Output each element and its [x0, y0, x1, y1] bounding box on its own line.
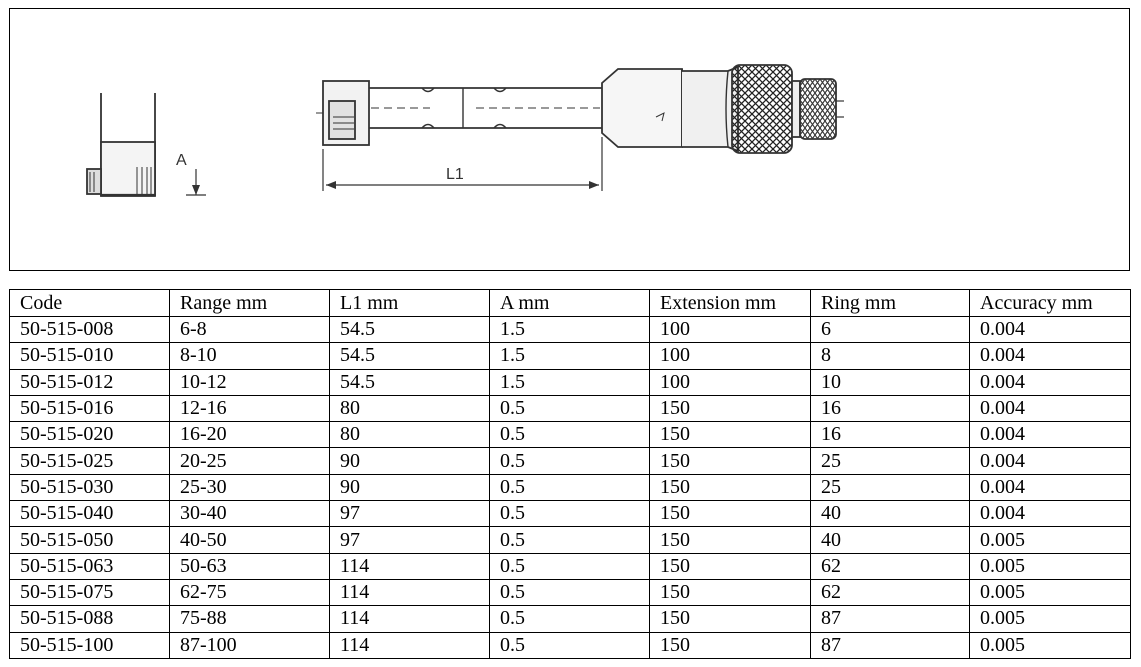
table-row — [10, 474, 1131, 500]
cell-ring: 87 — [811, 606, 970, 632]
cell-l1: 54.5 — [330, 343, 490, 369]
cell-extension: 100 — [650, 317, 811, 343]
column-header: Code — [10, 290, 170, 317]
cell-l1: 114 — [330, 606, 490, 632]
cell-l1: 80 — [330, 422, 490, 448]
cell-ring: 62 — [811, 579, 970, 605]
cell-code: 50-515-020 — [10, 422, 170, 448]
cell-range: 20-25 — [170, 448, 330, 474]
cell-l1: 80 — [330, 395, 490, 421]
cell-l1: 114 — [330, 632, 490, 658]
cell-ring: 87 — [811, 632, 970, 658]
cell-a: 1.5 — [490, 343, 650, 369]
cell-range: 87-100 — [170, 632, 330, 658]
technical-drawing-frame — [9, 8, 1130, 271]
table-row — [10, 501, 1131, 527]
cell-range: 6-8 — [170, 317, 330, 343]
cell-range: 10-12 — [170, 369, 330, 395]
cell-a: 0.5 — [490, 474, 650, 500]
cell-a: 0.5 — [490, 606, 650, 632]
cell-extension: 150 — [650, 422, 811, 448]
cell-code: 50-515-030 — [10, 474, 170, 500]
table-row — [10, 579, 1131, 605]
cell-extension: 100 — [650, 343, 811, 369]
cell-ring: 40 — [811, 501, 970, 527]
cell-l1: 97 — [330, 527, 490, 553]
specifications-table — [9, 289, 1131, 659]
cell-code: 50-515-025 — [10, 448, 170, 474]
cell-accuracy: 0.005 — [970, 579, 1131, 605]
cell-ring: 16 — [811, 422, 970, 448]
cell-range: 75-88 — [170, 606, 330, 632]
cell-accuracy: 0.004 — [970, 343, 1131, 369]
cell-ring: 10 — [811, 369, 970, 395]
cell-range: 50-63 — [170, 553, 330, 579]
cell-l1: 90 — [330, 474, 490, 500]
head-side-view — [87, 93, 206, 196]
cell-a: 0.5 — [490, 395, 650, 421]
cell-range: 12-16 — [170, 395, 330, 421]
cell-code: 50-515-075 — [10, 579, 170, 605]
cell-a: 0.5 — [490, 632, 650, 658]
dimension-a-label: A — [176, 152, 187, 169]
micrometer-drawing — [10, 9, 1129, 270]
cell-extension: 150 — [650, 632, 811, 658]
cell-extension: 150 — [650, 474, 811, 500]
cell-ring: 40 — [811, 527, 970, 553]
table-row — [10, 317, 1131, 343]
column-header: Ring mm — [811, 290, 970, 317]
cell-code: 50-515-050 — [10, 527, 170, 553]
table-row — [10, 632, 1131, 658]
cell-l1: 90 — [330, 448, 490, 474]
cell-code: 50-515-008 — [10, 317, 170, 343]
micrometer-body — [316, 65, 844, 191]
cell-l1: 114 — [330, 553, 490, 579]
cell-range: 16-20 — [170, 422, 330, 448]
column-header: Accuracy mm — [970, 290, 1131, 317]
cell-accuracy: 0.004 — [970, 448, 1131, 474]
table-row — [10, 606, 1131, 632]
cell-l1: 97 — [330, 501, 490, 527]
cell-extension: 150 — [650, 553, 811, 579]
table-row — [10, 422, 1131, 448]
cell-range: 40-50 — [170, 527, 330, 553]
cell-code: 50-515-063 — [10, 553, 170, 579]
cell-accuracy: 0.004 — [970, 395, 1131, 421]
cell-accuracy: 0.005 — [970, 606, 1131, 632]
cell-a: 1.5 — [490, 369, 650, 395]
cell-code: 50-515-100 — [10, 632, 170, 658]
cell-extension: 150 — [650, 395, 811, 421]
cell-a: 0.5 — [490, 553, 650, 579]
cell-ring: 8 — [811, 343, 970, 369]
cell-code: 50-515-016 — [10, 395, 170, 421]
cell-ring: 62 — [811, 553, 970, 579]
cell-ring: 25 — [811, 474, 970, 500]
table-row — [10, 369, 1131, 395]
cell-accuracy: 0.004 — [970, 369, 1131, 395]
table-row — [10, 343, 1131, 369]
column-header: L1 mm — [330, 290, 490, 317]
cell-a: 0.5 — [490, 448, 650, 474]
table-row — [10, 527, 1131, 553]
cell-a: 0.5 — [490, 422, 650, 448]
cell-extension: 150 — [650, 501, 811, 527]
cell-a: 0.5 — [490, 501, 650, 527]
dimension-l1-label: L1 — [446, 166, 464, 183]
table-row — [10, 553, 1131, 579]
cell-extension: 100 — [650, 369, 811, 395]
cell-code: 50-515-088 — [10, 606, 170, 632]
cell-a: 0.5 — [490, 527, 650, 553]
cell-l1: 54.5 — [330, 317, 490, 343]
cell-ring: 6 — [811, 317, 970, 343]
column-header: Range mm — [170, 290, 330, 317]
cell-range: 30-40 — [170, 501, 330, 527]
cell-l1: 114 — [330, 579, 490, 605]
column-header: Extension mm — [650, 290, 811, 317]
table-row — [10, 448, 1131, 474]
cell-extension: 150 — [650, 606, 811, 632]
cell-code: 50-515-040 — [10, 501, 170, 527]
cell-accuracy: 0.005 — [970, 527, 1131, 553]
cell-range: 62-75 — [170, 579, 330, 605]
cell-extension: 150 — [650, 448, 811, 474]
cell-range: 8-10 — [170, 343, 330, 369]
cell-extension: 150 — [650, 527, 811, 553]
cell-range: 25-30 — [170, 474, 330, 500]
cell-code: 50-515-010 — [10, 343, 170, 369]
cell-accuracy: 0.005 — [970, 553, 1131, 579]
cell-a: 0.5 — [490, 579, 650, 605]
cell-a: 1.5 — [490, 317, 650, 343]
cell-accuracy: 0.005 — [970, 632, 1131, 658]
cell-extension: 150 — [650, 579, 811, 605]
table-header-row — [10, 290, 1131, 317]
table-row — [10, 395, 1131, 421]
cell-ring: 16 — [811, 395, 970, 421]
cell-ring: 25 — [811, 448, 970, 474]
cell-accuracy: 0.004 — [970, 422, 1131, 448]
column-header: A mm — [490, 290, 650, 317]
cell-l1: 54.5 — [330, 369, 490, 395]
cell-accuracy: 0.004 — [970, 317, 1131, 343]
cell-accuracy: 0.004 — [970, 474, 1131, 500]
cell-code: 50-515-012 — [10, 369, 170, 395]
cell-accuracy: 0.004 — [970, 501, 1131, 527]
